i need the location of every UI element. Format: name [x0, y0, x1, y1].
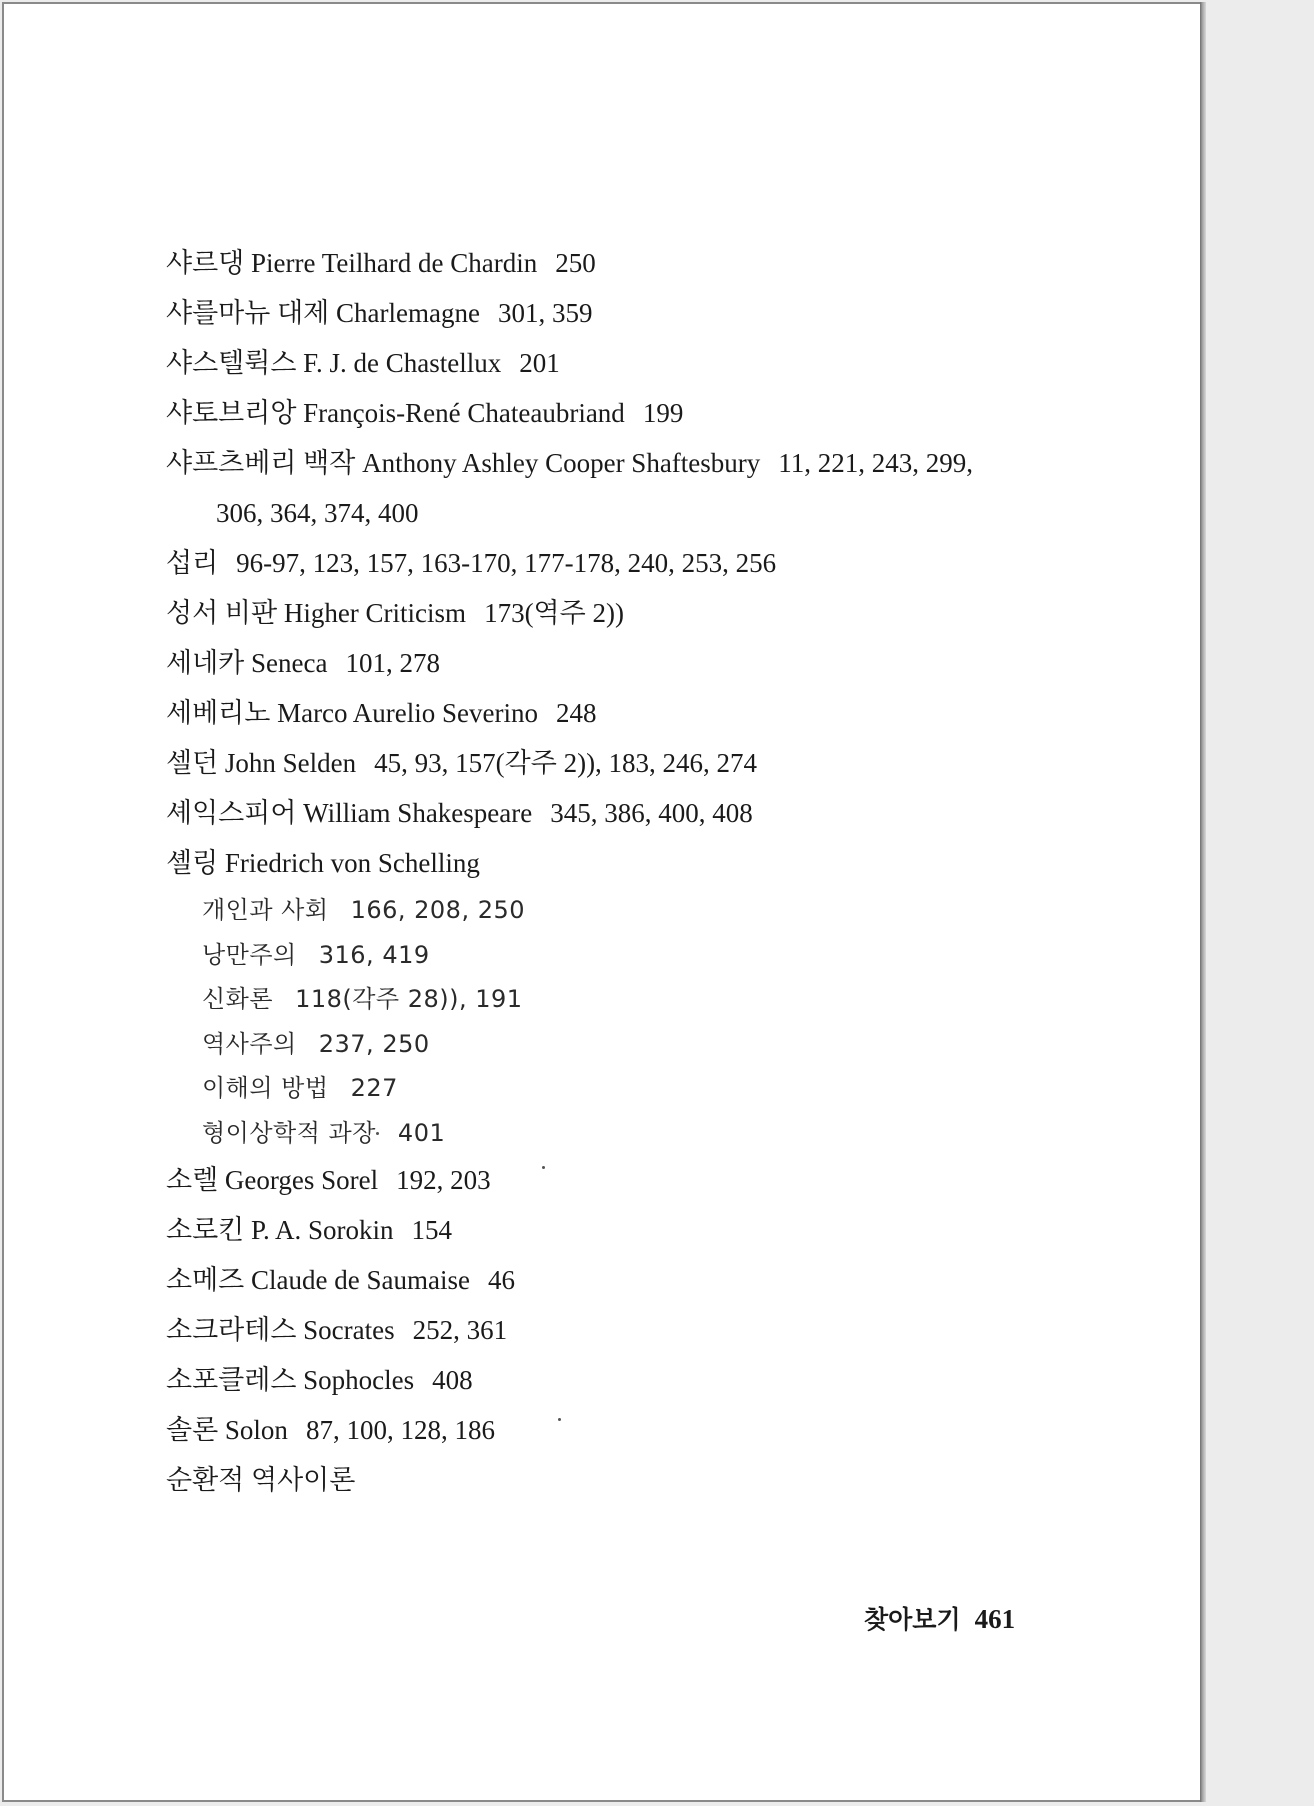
- index-term: 샤토브리앙 François-René Chateaubriand: [166, 398, 625, 428]
- index-entry: [166, 788, 1066, 838]
- index-pages: 45, 93, 157(각주 2)), 183, 246, 274: [374, 748, 758, 778]
- index-pages: 101, 278: [345, 648, 440, 678]
- index-entry: [166, 1405, 1066, 1455]
- index-pages: 227: [350, 1074, 398, 1102]
- index-entry: [166, 638, 1066, 688]
- index-subentry: [166, 933, 1066, 978]
- footer-label: 찾아보기: [864, 1605, 961, 1634]
- index-pages: 237, 250: [318, 1029, 430, 1058]
- index-pages: 199: [642, 398, 684, 428]
- index-entry: [166, 438, 1066, 488]
- index-entry: [166, 588, 1066, 638]
- index-entry: [166, 538, 1066, 588]
- index-entry: [166, 1355, 1066, 1405]
- index-entry: [166, 1205, 1066, 1255]
- index-subentry: [166, 1066, 1066, 1111]
- print-speck: [558, 1418, 561, 1421]
- index-pages-continued: 306, 364, 374, 400: [216, 498, 419, 528]
- index-subterm: 낭만주의: [202, 940, 297, 969]
- index-pages: 46: [487, 1265, 515, 1295]
- index-entry: [166, 288, 1066, 338]
- index-entry: [166, 338, 1066, 388]
- index-pages: 250: [555, 248, 596, 278]
- index-pages: 316, 419: [318, 940, 430, 969]
- index-entry: [166, 388, 1066, 438]
- index-term: 셀던 John Selden: [166, 748, 357, 778]
- index-list: [166, 238, 1066, 1505]
- index-pages: 11, 221, 243, 299,: [778, 448, 974, 478]
- index-pages: 173(역주 2)): [484, 598, 624, 628]
- index-term: 세베리노 Marco Aurelio Severino: [166, 698, 539, 728]
- index-entry: [166, 1455, 1066, 1505]
- page-number: 461: [974, 1604, 1016, 1634]
- index-term: 소메즈 Claude de Saumaise: [166, 1265, 470, 1295]
- index-term: 소렐 Georges Sorel: [166, 1165, 379, 1195]
- page-footer: [864, 1600, 1015, 1636]
- index-pages: 408: [432, 1365, 473, 1395]
- index-term: 섭리: [166, 548, 219, 578]
- index-term: 셰익스피어 William Shakespeare: [166, 798, 533, 828]
- index-term: 셸링 Friedrich von Schelling: [166, 848, 480, 878]
- index-pages: 166, 208, 250: [350, 896, 526, 924]
- index-term: 순환적 역사이론: [166, 1465, 356, 1495]
- index-term: 샤르댕 Pierre Teilhard de Chardin: [166, 248, 538, 278]
- index-subterm: 개인과 사회: [202, 896, 329, 924]
- index-term: 소포클레스 Sophocles: [166, 1365, 415, 1395]
- index-entry: [166, 1155, 1066, 1205]
- index-pages: 118(각주 28)), 191: [295, 985, 523, 1013]
- index-subterm: 형이상학적 과장: [202, 1118, 376, 1147]
- index-entry: [166, 838, 1066, 888]
- index-subentry: [166, 1111, 1066, 1156]
- index-pages: 154: [411, 1215, 453, 1245]
- index-subentry: [166, 1022, 1066, 1067]
- index-entry: [166, 238, 1066, 288]
- index-term: 성서 비판 Higher Criticism: [166, 598, 467, 628]
- index-subentry: [166, 977, 1066, 1022]
- index-subterm: 신화론: [202, 985, 274, 1013]
- index-term: 소크라테스 Socrates: [166, 1315, 395, 1345]
- index-entry: [166, 1255, 1066, 1305]
- index-subterm: 역사주의: [202, 1029, 297, 1058]
- index-pages: 201: [519, 348, 560, 378]
- page-edge-shadow: [1200, 2, 1206, 1802]
- index-pages: 301, 359: [497, 298, 593, 328]
- index-pages: 401: [397, 1118, 446, 1147]
- index-term: 샤프츠베리 백작 Anthony Ashley Cooper Shaftesbury: [166, 448, 761, 478]
- index-term: 솔론 Solon: [166, 1415, 288, 1445]
- index-pages: 345, 386, 400, 408: [550, 798, 753, 828]
- print-speck: [542, 1166, 545, 1169]
- index-pages: 192, 203: [396, 1165, 491, 1195]
- book-page: [2, 2, 1204, 1802]
- index-term: 소로킨 P. A. Sorokin: [166, 1215, 394, 1245]
- index-term: 샤를마뉴 대제 Charlemagne: [166, 298, 480, 328]
- index-entry-continuation: [166, 488, 1066, 538]
- index-entry: [166, 1305, 1066, 1355]
- index-pages: 87, 100, 128, 186: [305, 1415, 495, 1445]
- index-subterm: 이해의 방법: [202, 1074, 329, 1102]
- index-entry: [166, 688, 1066, 738]
- index-pages: 252, 361: [412, 1315, 508, 1345]
- index-term: 샤스텔뤽스 F. J. de Chastellux: [166, 348, 502, 378]
- print-speck: [376, 1132, 379, 1135]
- index-term: 세네카 Seneca: [166, 648, 328, 678]
- index-entry: [166, 738, 1066, 788]
- index-pages: 96-97, 123, 157, 163-170, 177-178, 240, 253, 256: [236, 548, 777, 578]
- index-pages: 248: [556, 698, 597, 728]
- index-subentry: [166, 888, 1066, 933]
